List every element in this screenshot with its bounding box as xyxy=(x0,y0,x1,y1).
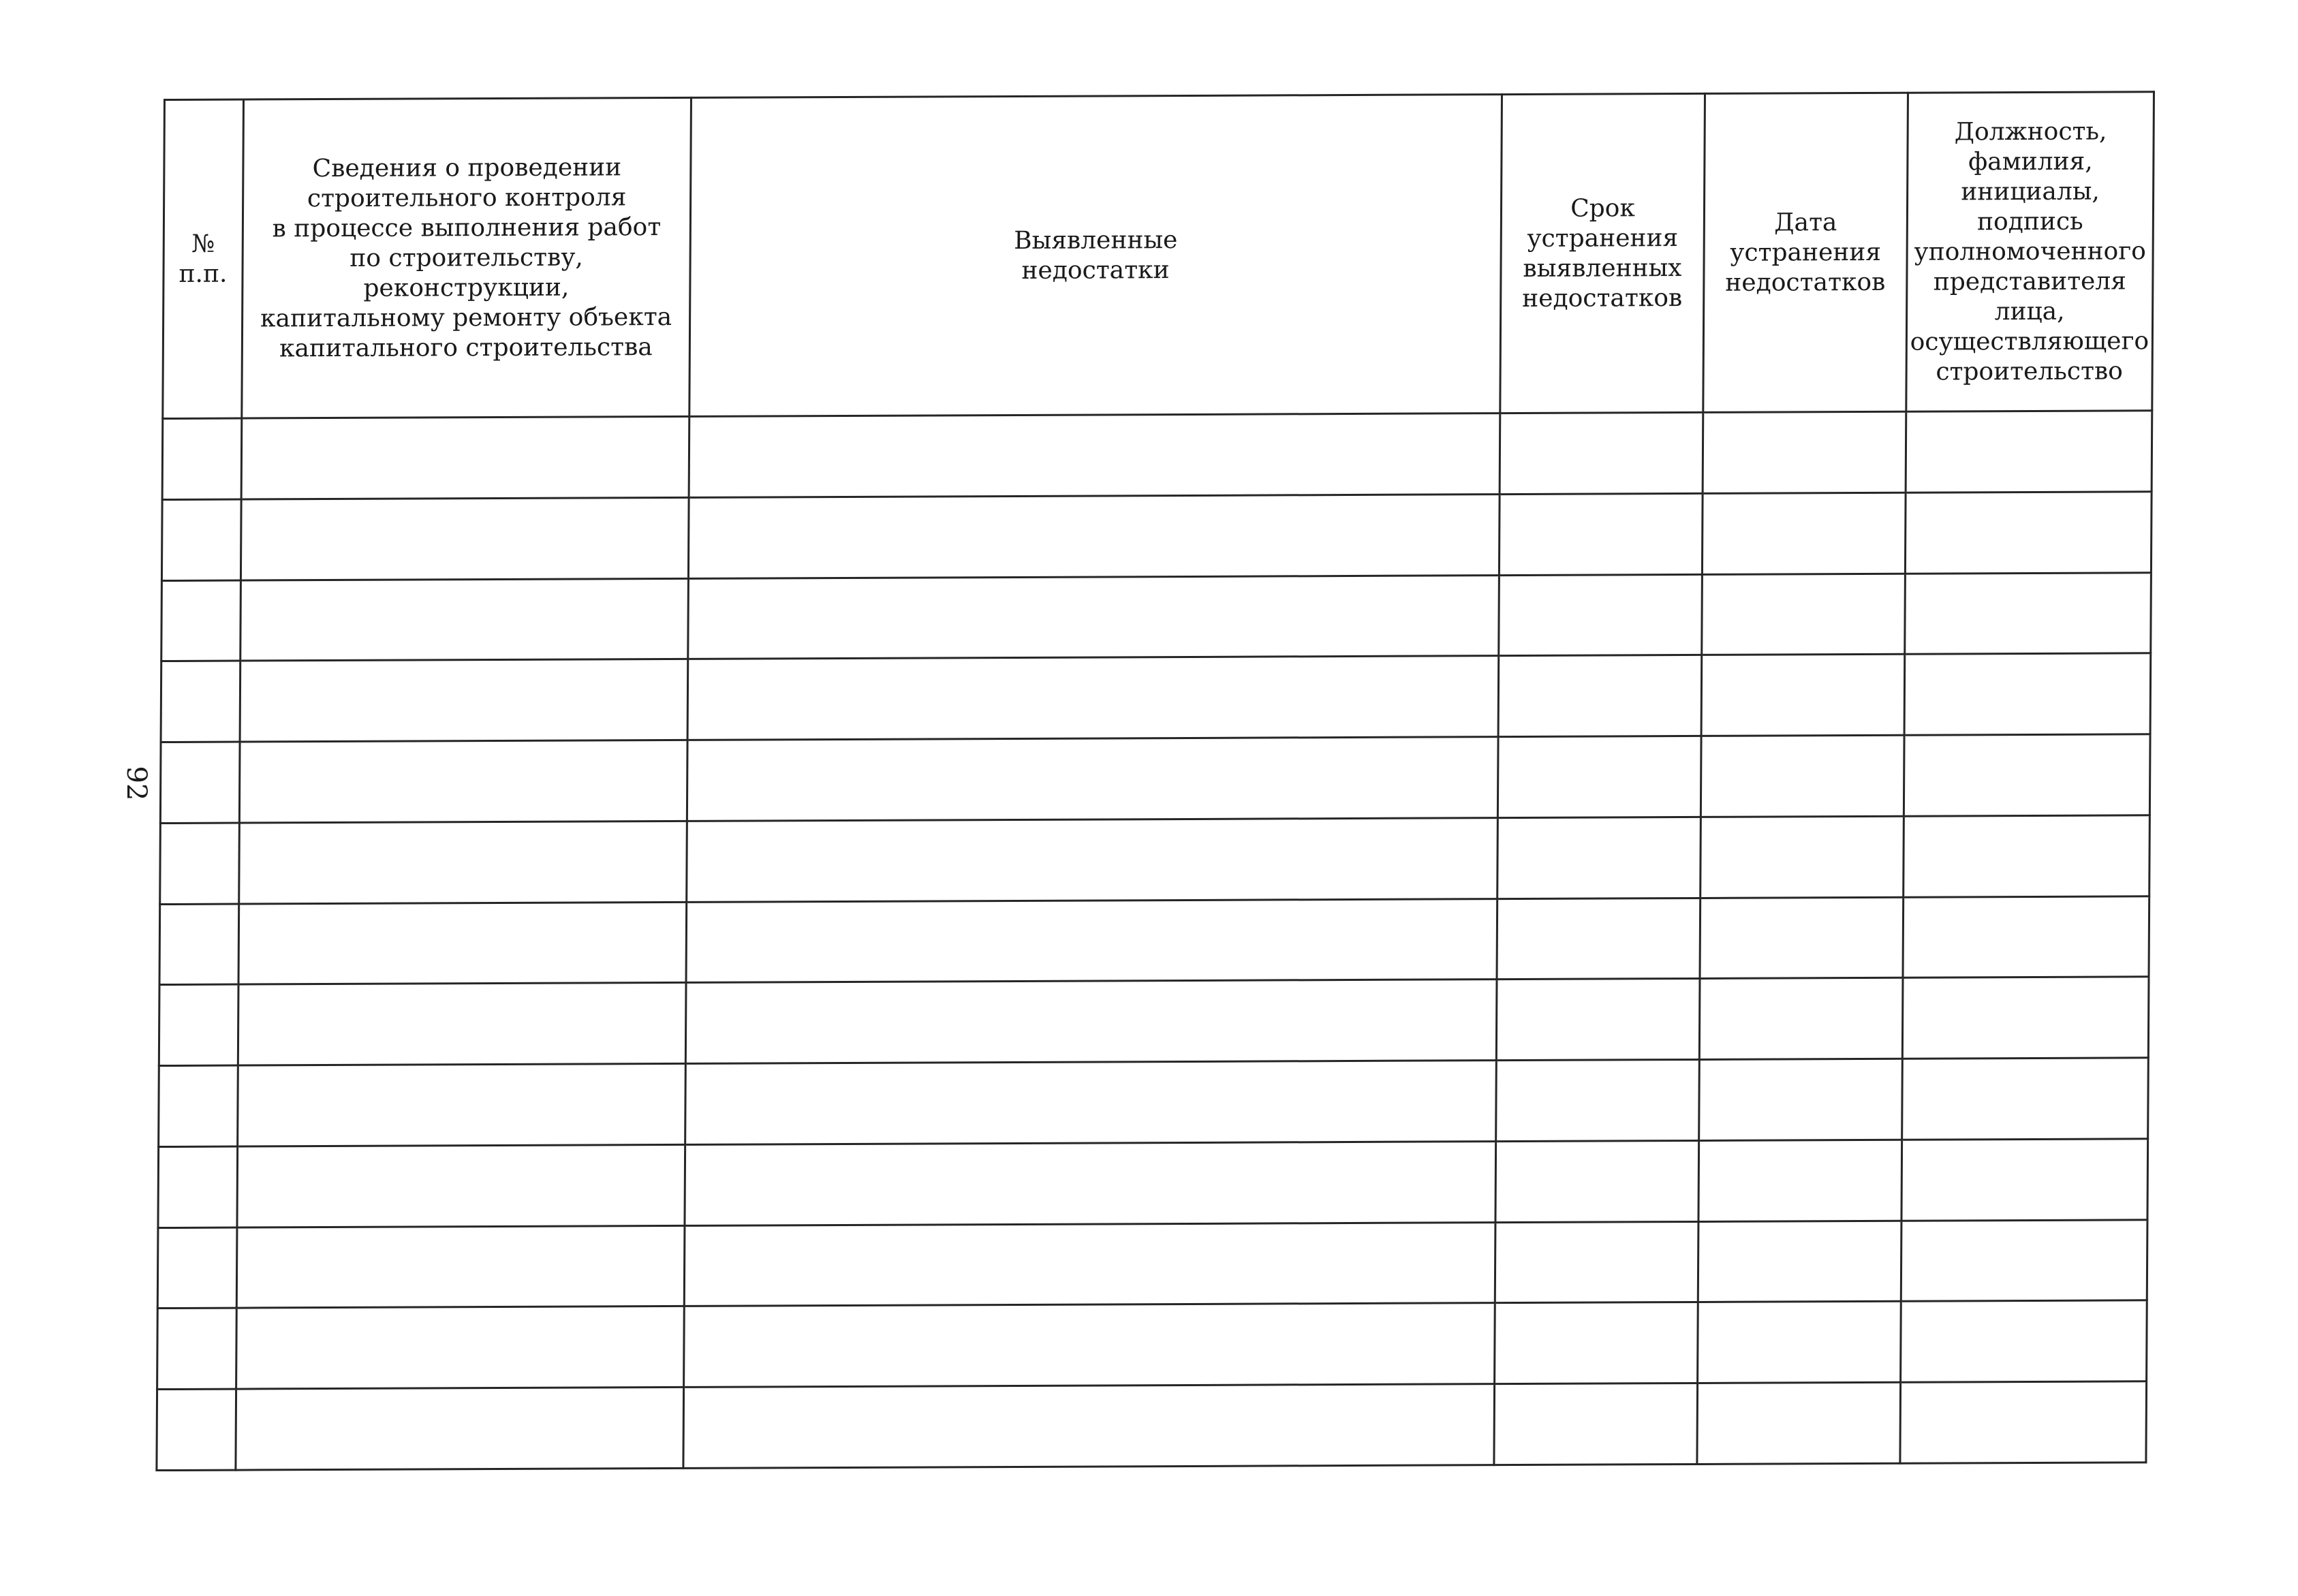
cell-elimination-term xyxy=(1496,979,1700,1061)
cell-representative xyxy=(1905,492,2152,574)
cell-elimination-term xyxy=(1498,655,1702,737)
table-body xyxy=(157,411,2152,1471)
cell-number xyxy=(160,823,240,904)
cell-elimination-date xyxy=(1698,1302,1901,1383)
cell-defects xyxy=(685,1142,1496,1226)
cell-control-info xyxy=(239,740,687,822)
table-row xyxy=(157,1219,2147,1308)
cell-defects xyxy=(684,1222,1495,1306)
cell-number xyxy=(162,418,242,499)
cell-representative xyxy=(1900,1381,2147,1463)
cell-elimination-term xyxy=(1497,817,1701,898)
table-row xyxy=(161,572,2152,661)
cell-defects xyxy=(689,413,1500,498)
cell-defects xyxy=(684,1303,1495,1388)
cell-defects xyxy=(685,980,1497,1064)
cell-representative xyxy=(1906,411,2152,492)
cell-control-info xyxy=(238,1064,686,1146)
cell-control-info xyxy=(236,1388,684,1470)
cell-elimination-term xyxy=(1500,412,1703,494)
cell-representative xyxy=(1905,572,2152,654)
cell-elimination-term xyxy=(1499,493,1703,575)
cell-defects xyxy=(687,737,1498,822)
cell-representative xyxy=(1902,977,2149,1059)
cell-number xyxy=(161,580,241,661)
header-elimination-date: Дата устранения недостатков xyxy=(1703,93,1908,412)
table-header-row xyxy=(163,92,2154,419)
table-row xyxy=(160,734,2150,823)
cell-number xyxy=(159,984,238,1065)
header-number: № п.п. xyxy=(163,99,244,418)
table-row xyxy=(161,653,2151,742)
cell-number xyxy=(161,661,240,742)
construction-control-table xyxy=(155,91,2155,1471)
table-row xyxy=(157,1381,2147,1471)
cell-elimination-date xyxy=(1700,897,1904,979)
cell-control-info xyxy=(238,902,687,984)
cell-defects xyxy=(687,656,1499,740)
cell-representative xyxy=(1904,734,2150,816)
cell-control-info xyxy=(238,983,686,1065)
cell-elimination-term xyxy=(1495,1140,1699,1222)
cell-defects xyxy=(683,1384,1495,1469)
cell-elimination-date xyxy=(1699,1059,1903,1140)
page-number: 92 xyxy=(121,766,152,801)
cell-number xyxy=(158,1146,238,1227)
cell-elimination-date xyxy=(1697,1382,1901,1464)
cell-representative xyxy=(1904,815,2150,897)
cell-number xyxy=(157,1308,237,1389)
cell-elimination-date xyxy=(1698,1140,1902,1221)
header-representative: Должность, фамилия, инициалы, подпись уполномоченного представителя лица, осуществляющего строительство xyxy=(1906,92,2154,411)
table-row xyxy=(158,1139,2148,1227)
cell-defects xyxy=(685,1061,1497,1145)
table-row xyxy=(162,411,2152,499)
cell-defects xyxy=(688,575,1500,659)
cell-elimination-date xyxy=(1701,655,1905,736)
cell-number xyxy=(159,904,239,985)
cell-control-info xyxy=(236,1225,685,1308)
cell-control-info xyxy=(241,416,689,499)
header-defects: Выявленные недостатки xyxy=(689,95,1502,417)
cell-control-info xyxy=(237,1144,685,1227)
cell-elimination-term xyxy=(1499,574,1703,656)
cell-control-info xyxy=(236,1306,685,1389)
cell-elimination-date xyxy=(1701,735,1904,817)
cell-defects xyxy=(688,494,1500,578)
table-row xyxy=(159,896,2149,984)
table-row xyxy=(159,1058,2149,1146)
header-control-info: Сведения о проведении строительного контроля в процессе выполнения работ по строительству, реконструкции, капитальному ремонту объекта капитального строительства xyxy=(242,97,692,418)
cell-number xyxy=(157,1227,237,1309)
cell-elimination-term xyxy=(1495,1221,1698,1303)
cell-representative xyxy=(1901,1300,2147,1382)
cell-number xyxy=(159,1065,238,1146)
cell-elimination-date xyxy=(1702,574,1906,655)
cell-elimination-term xyxy=(1495,1302,1698,1384)
cell-control-info xyxy=(240,497,689,580)
table-row xyxy=(159,977,2149,1065)
cell-representative xyxy=(1902,1058,2149,1140)
cell-control-info xyxy=(239,821,687,903)
header-elimination-term: Срок устранения выявленных недостатков xyxy=(1500,93,1705,413)
cell-control-info xyxy=(240,659,688,742)
cell-elimination-date xyxy=(1699,978,1903,1060)
cell-defects xyxy=(686,898,1497,983)
cell-elimination-date xyxy=(1701,816,1904,898)
cell-representative xyxy=(1901,1219,2147,1301)
table-row xyxy=(160,815,2150,904)
cell-elimination-term xyxy=(1497,898,1701,980)
cell-control-info xyxy=(240,578,689,661)
cell-elimination-term xyxy=(1494,1383,1698,1465)
cell-representative xyxy=(1901,1139,2148,1221)
cell-elimination-date xyxy=(1703,411,1906,493)
cell-number xyxy=(160,742,240,823)
table-row xyxy=(161,492,2152,580)
cell-elimination-date xyxy=(1698,1221,1901,1302)
cell-defects xyxy=(687,817,1498,902)
cell-representative xyxy=(1904,653,2151,735)
cell-number xyxy=(157,1389,236,1470)
journal-table-container xyxy=(155,91,2153,1471)
cell-number xyxy=(161,499,241,580)
cell-representative xyxy=(1903,896,2149,977)
table-row xyxy=(157,1300,2147,1389)
cell-elimination-date xyxy=(1702,492,1906,574)
cell-elimination-term xyxy=(1497,736,1701,818)
cell-elimination-term xyxy=(1496,1060,1700,1142)
